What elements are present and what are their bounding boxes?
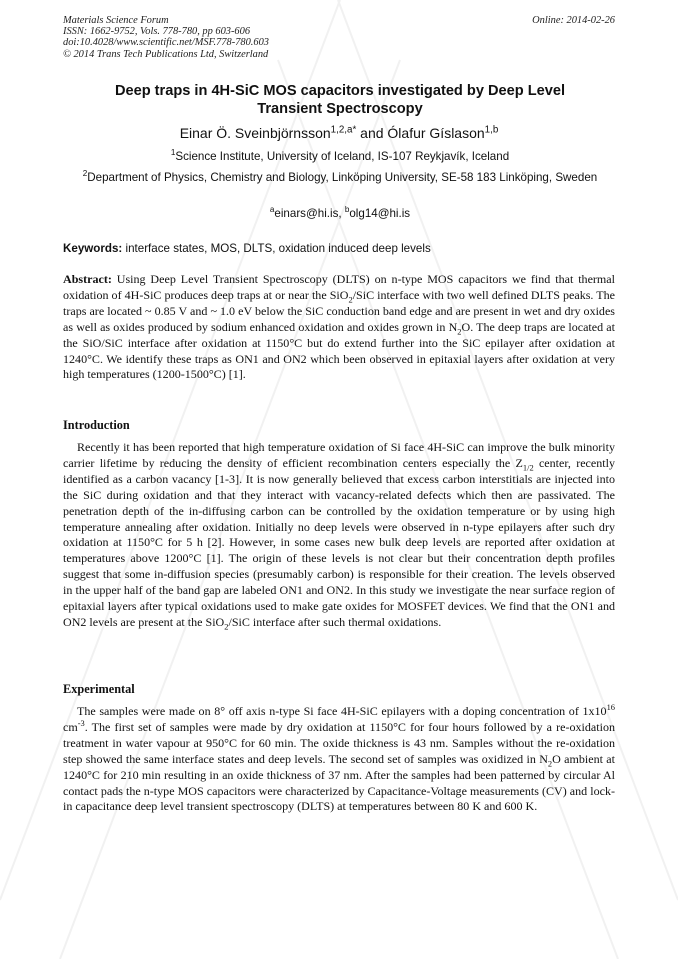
abstract-label: Abstract: bbox=[63, 272, 112, 286]
experimental-body: The samples were made on 8° off axis n-type Si face 4H-SiC epilayers with a doping concentration of $1x10^{16}$ $cm^{-3}$. The first set of samples were made by dry oxidation at 1150°C for four hours followed by a re-oxidation treatment in water vapour at 950°C for 60 min. The oxide thickness is 43 nm. Samples without the re-oxidation step showed the same interface states and deep levels. The second set of samples was oxidized in $N_2O$ ambient at 1240°C for 210 min resulting in an oxide thickness of 37 nm. After the samples had been patterned by circular Al contact pads the n-type MOS capacitors were characterized by Capacitance-Voltage measurements (CV) and lock-in capacitance deep level transient spectroscopy (DLTS) at temperatures between 80 K and 600 K. bbox=[63, 701, 615, 814]
affiliation-1: $^1$Science Institute, University of Iceland, IS-107 Reykjavík, Iceland bbox=[170, 148, 510, 163]
experimental-heading: Experimental bbox=[63, 682, 135, 696]
author-2-affil: 1,b bbox=[484, 124, 499, 136]
author-1-affil: 1,2,a* bbox=[330, 124, 357, 136]
email-a: einars@hi.is bbox=[274, 207, 339, 220]
copyright-line: © 2014 Trans Tech Publications Ltd, Switzerland bbox=[63, 48, 269, 60]
journal-header bbox=[63, 15, 269, 60]
author-conjunction: and bbox=[356, 125, 388, 141]
author-list bbox=[63, 124, 615, 142]
affiliation-2: $^2$Department of Physics, Chemistry and Biology, Linköping University, SE-58 183 Linköping, Sweden bbox=[82, 169, 598, 184]
keywords-text: interface states, MOS, DLTS, oxidation induced deep levels bbox=[122, 242, 431, 255]
author-2: Ólafur Gíslason bbox=[387, 125, 485, 141]
doi-line: doi:10.4028/www.scientific.net/MSF.778-780.603 bbox=[63, 37, 269, 49]
keywords bbox=[63, 241, 615, 256]
journal-name: Materials Science Forum bbox=[63, 15, 169, 26]
author-emails: $^a$einars@hi.is, $^b$olg14@hi.is bbox=[269, 205, 411, 220]
introduction-body: Recently it has been reported that high temperature oxidation of Si face 4H-SiC can improve the bulk minority carrier lifetime by reducing the density of efficient recombination centers especially the $Z_{1/2}$ center, recently identified as a carbon vacancy [1-3]. It is now generally believed that excess carbon interstitials are injected into the SiC during oxidation and that they interact with vacancy-related defects which then are passivated. The penetration depth of the in-diffusing carbon can be controlled by the oxidation temperature or by using high temperature annealing after oxidation. Initially no deep levels were observed in n-type epilayers after such dry oxidation at 1150°C for 5 h [2]. However, in some cases new bulk deep levels are reported after oxidation at temperatures above 1200°C [1]. The origin of these levels is not clear but their concentration depth profiles suggest that some in-diffusion species (presumably carbon) is responsible for their creation. The levels observed in the upper half of the band gap are labeled ON1 and ON2. In this study we investigate the near surface region of epitaxial layers after typical oxidations used to make gate oxides for MOSFET devices. We find that the ON1 and ON2 levels are present at the SiO$_2$/SiC interface after such thermal oxidations. bbox=[63, 440, 615, 632]
title-line-1: Deep traps in 4H-SiC MOS capacitors investigated by Deep Level bbox=[114, 83, 566, 99]
keywords-label: Keywords: bbox=[63, 242, 123, 255]
online-date: Online: 2014-02-26 bbox=[532, 15, 615, 26]
title-line-2: Transient Spectroscopy bbox=[257, 101, 423, 117]
email-b: olg14@hi.is bbox=[349, 207, 411, 220]
issn-line: ISSN: 1662-9752, Vols. 778-780, pp 603-606 bbox=[63, 26, 251, 38]
introduction-heading: Introduction bbox=[63, 418, 130, 432]
abstract: Abstract: Using Deep Level Transient Spectroscopy (DLTS) on n-type MOS capacitors we find that thermal oxidation of 4H-SiC produces deep traps at or near the SiO$_2$/SiC interface with two well defined DLTS peaks. The traps are located ~ 0.85 V and ~ 1.0 eV below the SiC conduction band edge and are present in wet and dry oxides as well as oxides produced by sodium enhanced oxidation and oxides grown in $N_2O$. The deep traps are located at the SiO/SiC interface after oxidation at 1150°C but do extend further into the SiC epilayer after oxidation at 1240°C. We identify these traps as ON1 and ON2 which been observed in epitaxial layers after oxidation at very high temperatures (1200-1500°C) [1]. bbox=[63, 272, 615, 382]
paper-title bbox=[70, 82, 610, 118]
author-1: Einar Ö. Sveinbjörnsson bbox=[179, 125, 331, 141]
